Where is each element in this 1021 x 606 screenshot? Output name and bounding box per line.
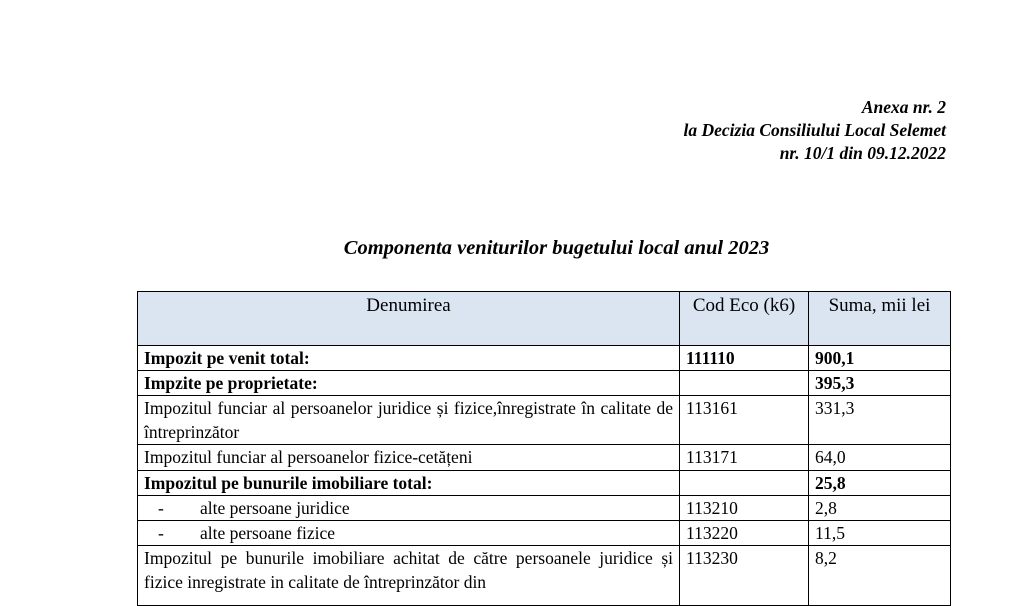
table-row bbox=[138, 371, 951, 396]
list-dash: - bbox=[158, 523, 164, 543]
revenue-table bbox=[137, 291, 951, 606]
row-sum: 900,1 bbox=[809, 346, 951, 371]
annex-number: Anexa nr. 2 bbox=[861, 97, 946, 117]
table-row bbox=[138, 346, 951, 371]
row-code: 113210 bbox=[680, 496, 809, 521]
table-row bbox=[138, 496, 951, 521]
row-name: Impozit pe venit total: bbox=[138, 346, 680, 371]
row-sum: 11,5 bbox=[809, 521, 951, 546]
row-sum: 64,0 bbox=[809, 445, 951, 471]
row-name bbox=[138, 521, 680, 546]
table-row bbox=[138, 521, 951, 546]
row-code: 111110 bbox=[680, 346, 809, 371]
list-dash: - bbox=[158, 498, 164, 518]
row-code bbox=[680, 471, 809, 496]
row-code: 113220 bbox=[680, 521, 809, 546]
table-row bbox=[138, 471, 951, 496]
row-name: Impozitul funciar al persoanelor juridice și fizice,înregistrate în calitate de întreprinzător bbox=[138, 396, 680, 445]
row-name-text: alte persoane juridice bbox=[200, 498, 350, 518]
row-sum: 331,3 bbox=[809, 396, 951, 445]
row-sum: 25,8 bbox=[809, 471, 951, 496]
annex-reference bbox=[684, 96, 947, 165]
header-code: Cod Eco (k6) bbox=[680, 292, 809, 346]
row-name: Impozitul pe bunurile imobiliare achitat de către persoanele juridice și fizice inregistrate in calitate de întreprinzător din bbox=[138, 546, 680, 606]
row-sum: 395,3 bbox=[809, 371, 951, 396]
annex-date: nr. 10/1 din 09.12.2022 bbox=[779, 143, 946, 163]
document-title: Componenta veniturilor bugetului local anul 2023 bbox=[343, 237, 770, 259]
row-code: 113161 bbox=[680, 396, 809, 445]
row-name-text: alte persoane fizice bbox=[200, 523, 336, 543]
row-name: Impzite pe proprietate: bbox=[138, 371, 680, 396]
table-header-row bbox=[138, 292, 951, 346]
row-code bbox=[680, 371, 809, 396]
row-code: 113171 bbox=[680, 445, 809, 471]
row-sum: 8,2 bbox=[809, 546, 951, 606]
table-row bbox=[138, 546, 951, 606]
row-name: Impozitul funciar al persoanelor fizice-cetățeni bbox=[138, 445, 680, 471]
row-name bbox=[138, 496, 680, 521]
table-row bbox=[138, 445, 951, 471]
header-sum: Suma, mii lei bbox=[809, 292, 951, 346]
table-row bbox=[138, 396, 951, 445]
row-name: Impozitul pe bunurile imobiliare total: bbox=[138, 471, 680, 496]
annex-decision: la Decizia Consiliului Local Selemet bbox=[683, 120, 946, 140]
row-code: 113230 bbox=[680, 546, 809, 606]
header-name: Denumirea bbox=[138, 292, 680, 346]
row-sum: 2,8 bbox=[809, 496, 951, 521]
